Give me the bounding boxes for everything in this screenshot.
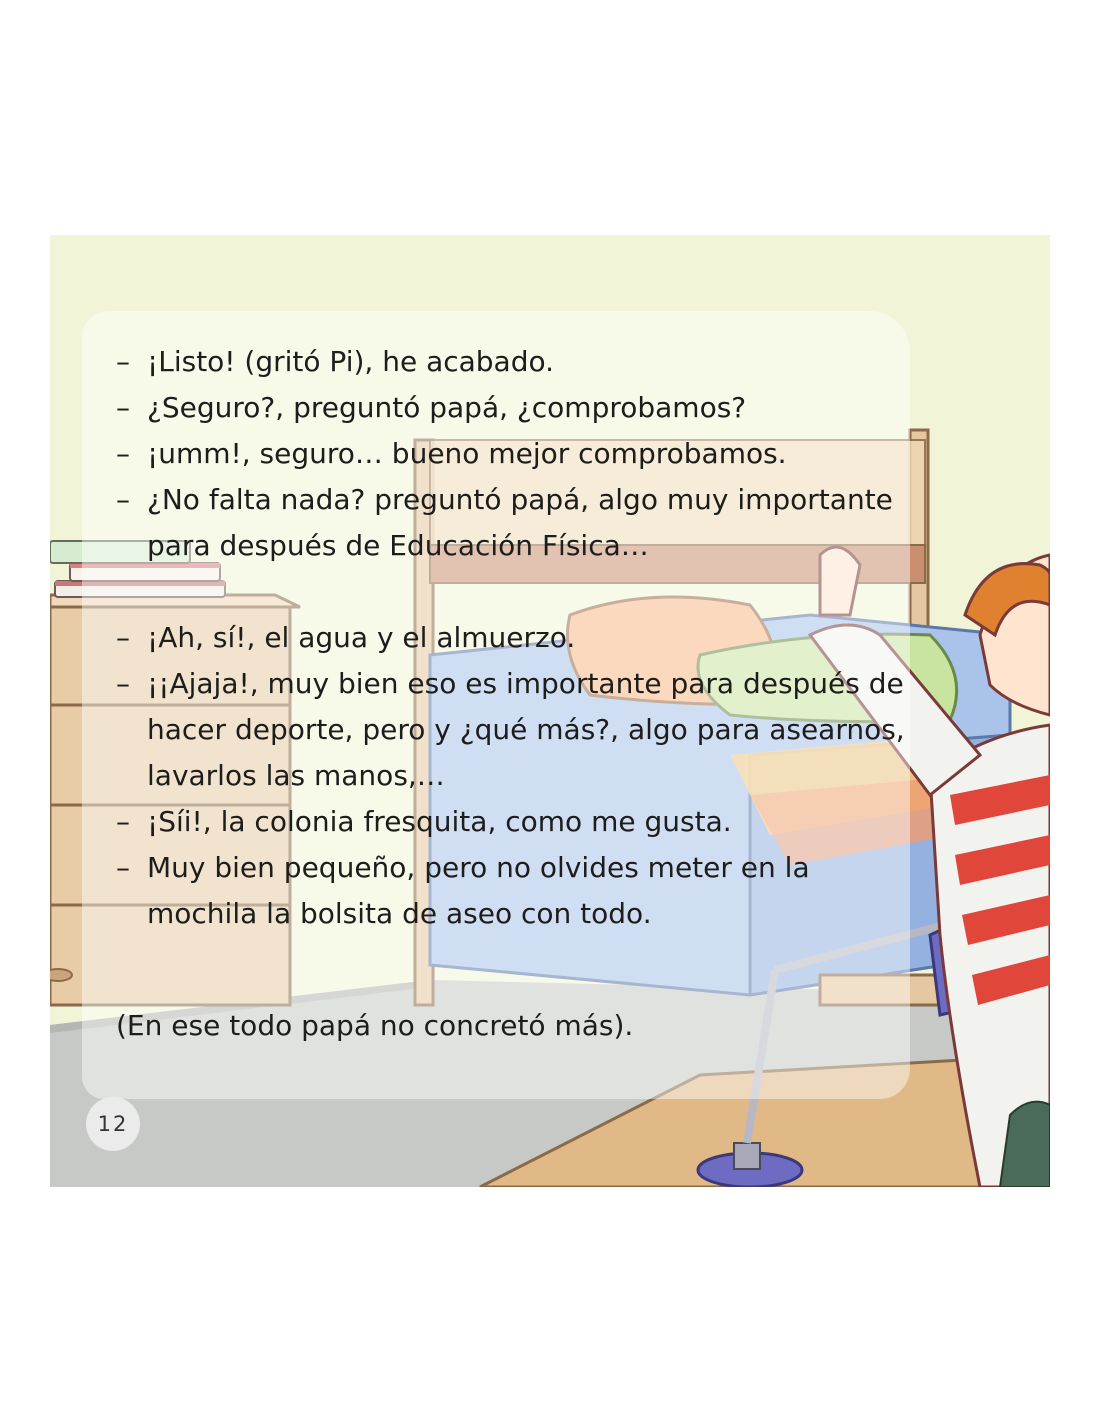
dialogue-line: – Muy bien pequeño, pero no olvides meter en la mochila la bolsita de aseo con todo. xyxy=(116,845,906,937)
page-number: 12 xyxy=(86,1097,140,1151)
dialogue-line: – ¡Listo! (gritó Pi), he acabado. xyxy=(116,339,906,385)
dialogue-line: – ¿No falta nada? preguntó papá, algo muy importante para después de Educación Física… xyxy=(116,477,906,569)
dialogue-line: – ¡Síi!, la colonia fresquita, como me gusta. xyxy=(116,799,906,845)
dialogue-list xyxy=(116,339,906,937)
closing-line: (En ese todo papá no concretó más). xyxy=(116,1009,634,1042)
dialogue-line: – ¡¡Ajaja!, muy bien eso es importante para después de hacer deporte, pero y ¿qué más?, algo para asearnos, lavarlos las manos,… xyxy=(116,661,906,799)
dialogue-line: – ¡umm!, seguro… bueno mejor comprobamos. xyxy=(116,431,906,477)
dialogue-line: – ¡Ah, sí!, el agua y el almuerzo. xyxy=(116,615,906,661)
dialogue-line: – ¿Seguro?, preguntó papá, ¿comprobamos? xyxy=(116,385,906,431)
storybook-page xyxy=(50,235,1050,1187)
